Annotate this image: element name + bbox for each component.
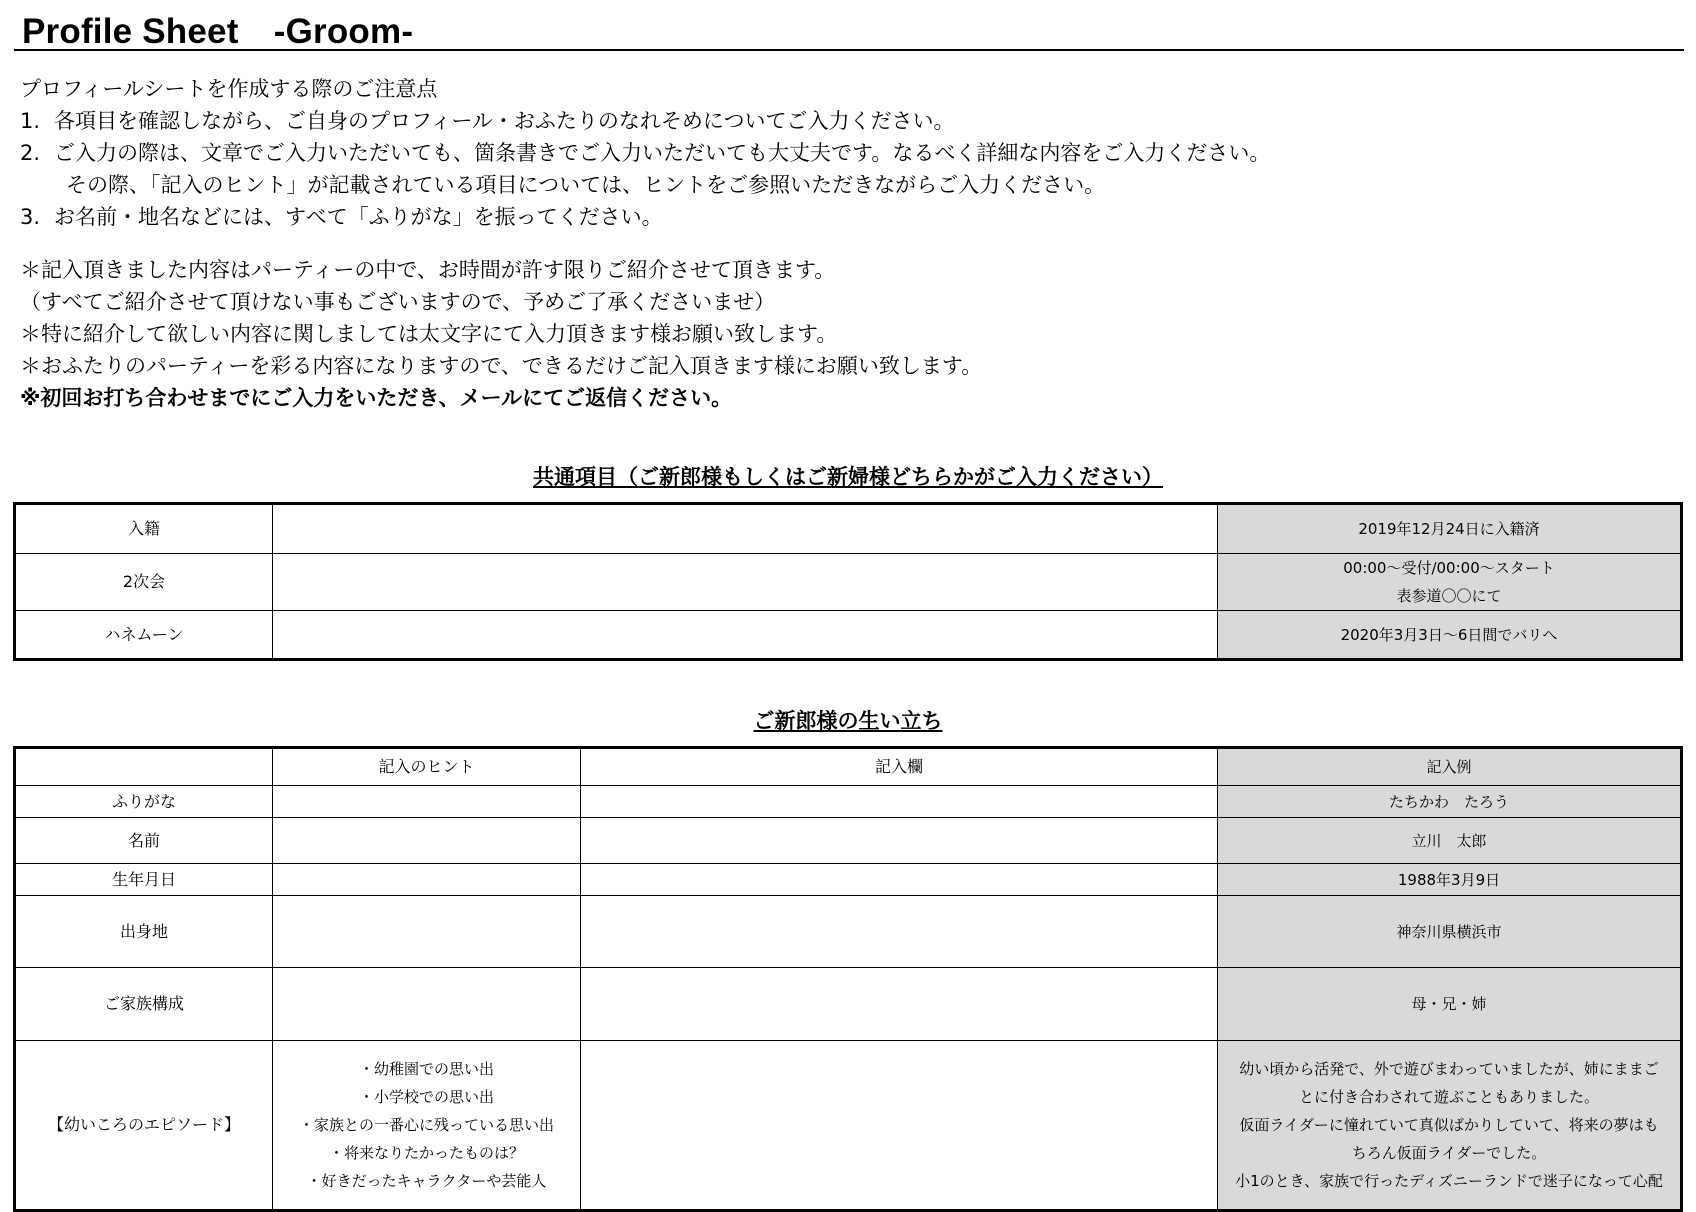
example-line: 幼い頃から活発で、外で遊びまわっていましたが、姉にままご [1239, 1060, 1659, 1078]
groom-profile-table [13, 746, 1683, 1212]
entry-cell[interactable] [273, 611, 1218, 660]
note-item-continued [20, 169, 1270, 201]
hint-cell [273, 818, 581, 864]
example-cell [1218, 896, 1682, 968]
example-cell [1218, 968, 1682, 1041]
row-label: 入籍 [15, 504, 273, 554]
table-row [15, 786, 1682, 818]
entry-cell[interactable] [581, 786, 1218, 818]
table-row [15, 504, 1682, 554]
note-text: お名前・地名などには、すべて「ふりがな」を振ってください。 [54, 205, 663, 229]
note-item [20, 105, 1270, 137]
table-row [15, 1041, 1682, 1211]
note-number: 1. [20, 109, 41, 133]
header-label [15, 748, 273, 786]
example-line: 母・兄・姉 [1411, 995, 1487, 1013]
hint-cell [273, 896, 581, 968]
hint-line: ・家族との一番心に残っている思い出 [298, 1116, 554, 1134]
example-cell [1218, 554, 1682, 611]
hint-line: ・小学校での思い出 [358, 1088, 494, 1106]
header-entry: 記入欄 [581, 748, 1218, 786]
row-label: 生年月日 [15, 864, 273, 896]
table-row [15, 611, 1682, 660]
title-underline [14, 49, 1684, 51]
example-cell [1218, 786, 1682, 818]
table-row [15, 896, 1682, 968]
row-label: 名前 [15, 818, 273, 864]
bold-remark: ※初回お打ち合わせまでにご入力をいただき、メールにてご返信ください。 [20, 386, 733, 410]
example-line: ちろん仮面ライダーでした。 [1351, 1144, 1547, 1162]
common-section-title: 共通項目（ご新郎様もしくはご新婦様どちらかがご入力ください） [533, 465, 1163, 489]
example-line: 小1のとき、家族で行ったディズニーランドで迷子になって心配 [1235, 1172, 1663, 1190]
note-text: ご入力の際は、文章でご入力いただいても、箇条書きでご入力いただいても大丈夫です。なるべく詳細な内容をご入力ください。 [54, 141, 1271, 165]
example-line: 00:00～受付/00:00～スタート [1343, 559, 1555, 577]
entry-cell[interactable] [581, 968, 1218, 1041]
header-row [15, 748, 1682, 786]
notes-block [20, 73, 1270, 414]
hint-cell [273, 968, 581, 1041]
note-item [20, 137, 1270, 169]
example-line: 立川 太郎 [1411, 831, 1487, 850]
example-line: とに付き合わされて遊ぶこともありました。 [1298, 1088, 1599, 1106]
example-line: 表参道〇〇にて [1396, 587, 1502, 605]
notes-heading: プロフィールシートを作成する際のご注意点 [20, 77, 438, 101]
example-cell [1218, 864, 1682, 896]
entry-cell[interactable] [581, 864, 1218, 896]
table-row [15, 864, 1682, 896]
example-line: 2019年12月24日に入籍済 [1358, 520, 1540, 538]
hint-line: ・幼稚園での思い出 [358, 1060, 494, 1078]
header-example: 記入例 [1218, 748, 1682, 786]
note-item [20, 201, 1270, 233]
remark: （すべてご紹介させて頂けない事もございますので、予めご了承くださいませ） [20, 290, 776, 314]
header-hint: 記入のヒント [273, 748, 581, 786]
row-label: 2次会 [15, 554, 273, 611]
remark: ＊記入頂きました内容はパーティーの中で、お時間が許す限りご紹介させて頂きます。 [20, 258, 836, 282]
row-label: ハネムーン [15, 611, 273, 660]
note-number: 2. [20, 141, 41, 165]
example-line: 2020年3月3日～6日間でバリへ [1340, 625, 1558, 644]
example-cell [1218, 818, 1682, 864]
note-text: その際、「記入のヒント」が記載されている項目については、ヒントをご参照いただきながらご入力ください。 [66, 173, 1106, 197]
groom-section-title: ご新郎様の生い立ち [753, 709, 943, 733]
table-row [15, 554, 1682, 611]
example-cell [1218, 611, 1682, 660]
row-label: 出身地 [15, 896, 273, 968]
example-line: たちかわ たろう [1388, 792, 1509, 811]
table-row [15, 818, 1682, 864]
remark: ＊おふたりのパーティーを彩る内容になりますので、できるだけご記入頂きます様にお願い致します。 [20, 354, 983, 378]
entry-cell[interactable] [581, 896, 1218, 968]
hint-cell [273, 1041, 581, 1211]
example-cell [1218, 504, 1682, 554]
entry-cell[interactable] [581, 818, 1218, 864]
common-items-table [13, 502, 1683, 661]
hint-line: ・好きだったキャラクターや芸能人 [306, 1172, 547, 1190]
table-row [15, 968, 1682, 1041]
row-label: 【幼いころのエピソード】 [15, 1041, 273, 1211]
hint-cell [273, 786, 581, 818]
entry-cell[interactable] [581, 1041, 1218, 1211]
example-line: 神奈川県横浜市 [1396, 922, 1502, 941]
note-number: 3. [20, 205, 41, 229]
example-line: 1988年3月9日 [1397, 870, 1501, 889]
page-title: Profile Sheet -Groom- [22, 12, 414, 51]
entry-cell[interactable] [273, 504, 1218, 554]
remark: ＊特に紹介して欲しい内容に関しましては太文字にて入力頂きます様お願い致します。 [20, 322, 838, 346]
entry-cell[interactable] [273, 554, 1218, 611]
row-label: ふりがな [15, 786, 273, 818]
hint-line: ・将来なりたかったものは？ [328, 1144, 524, 1162]
example-cell [1218, 1041, 1682, 1211]
note-text: 各項目を確認しながら、ご自身のプロフィール・おふたりのなれそめについてご入力ください。 [54, 109, 955, 133]
example-line: 仮面ライダーに憧れていて真似ばかりしていて、将来の夢はも [1239, 1116, 1659, 1134]
row-label: ご家族構成 [15, 968, 273, 1041]
hint-cell [273, 864, 581, 896]
